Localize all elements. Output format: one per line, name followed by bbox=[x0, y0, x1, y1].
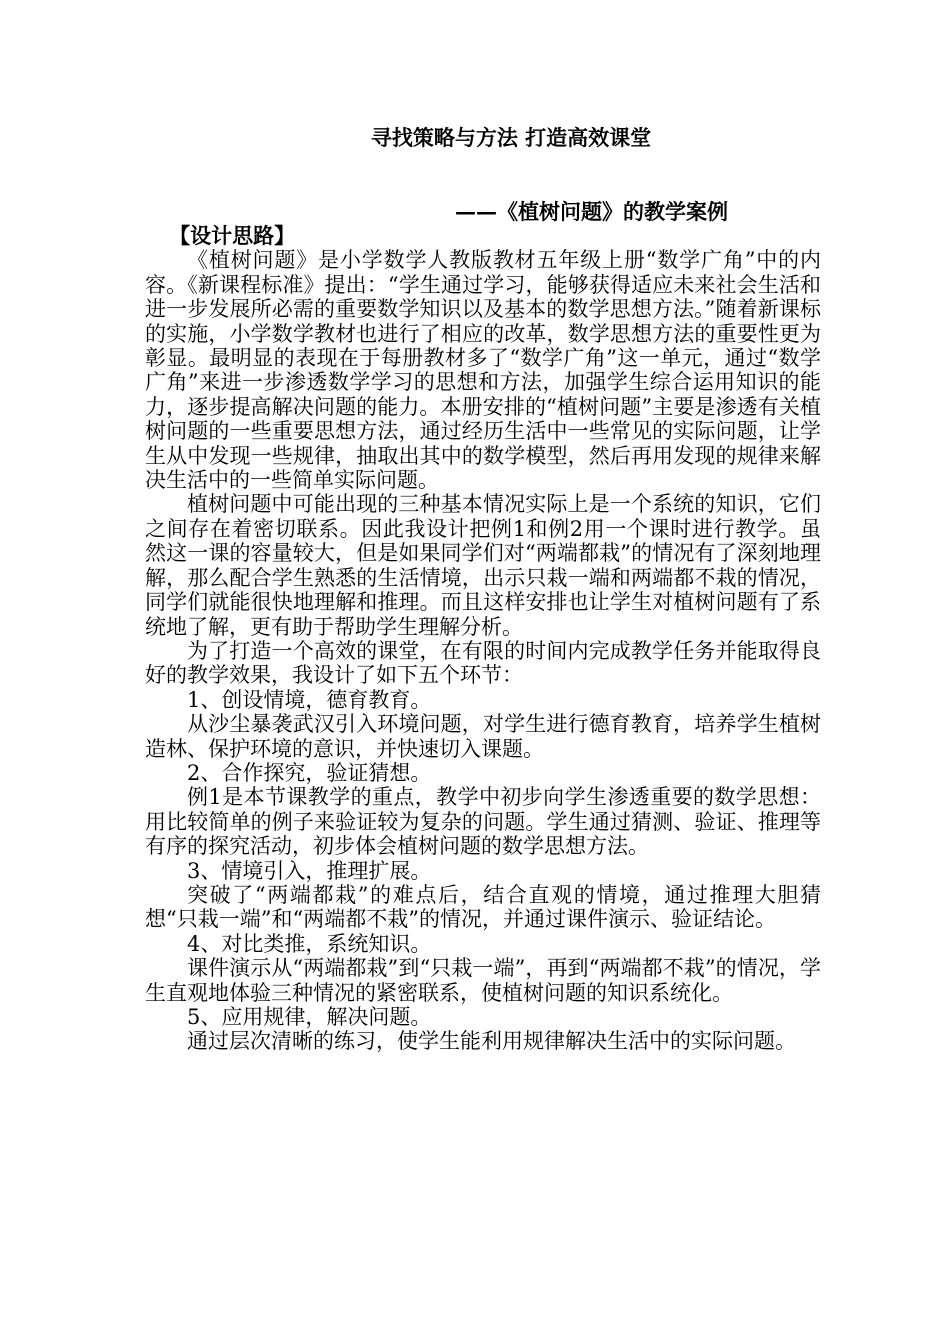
paragraph-goal: 为了打造一个高效的课堂，在有限的时间内完成教学任务并能取得良好的教学效果，我设计了如下五个环节： bbox=[145, 638, 821, 688]
step-5-heading: 5、应用规律，解决问题。 bbox=[187, 1005, 432, 1029]
paragraph-intro: 《植树问题》是小学数学人教版教材五年级上册“数学广角”中的内容。《新课程标准》提出：“学生通过学习，能够获得适应未来社会生活和进一步发展所必需的重要数学知识以及基本的数学思想方法。”随着新课标的实施，小学数学教材也进行了相应的改革，数学思想方法的重要性更为彰显。最明显的表现在于每册教材多了“数学广角”这一单元，通过“数学广角”来进一步渗透数学学习的思想和方法，加强学生综合运用知识的能力，逐步提高解决问题的能力。本册安排的“植树问题”主要是渗透有关植树问题的一些重要思想方法，通过经历生活中一些常见的实际问题，让学生从中发现一些规律，抽取出其中的数学模型，然后再用发现的规律来解决生活中的一些简单实际问题。 bbox=[145, 248, 821, 493]
step-2-heading: 2、合作探究，验证猜想。 bbox=[187, 760, 432, 785]
step-4-text: 课件演示从“两端都栽”到“只栽一端”，再到“两端都不栽”的情况，学生直观地体验三种情况的紧密联系，使植树问题的知识系统化。 bbox=[145, 956, 821, 1005]
step-5-text: 通过层次清晰的练习，使学生能利用规律解决生活中的实际问题。 bbox=[187, 1029, 796, 1054]
step-1-text: 从沙尘暴袭武汉引入环境问题，对学生进行德育教育，培养学生植树造林、保护环境的意识，并快速切入课题。 bbox=[145, 712, 821, 761]
step-4-heading: 4、对比类推，系统知识。 bbox=[187, 931, 432, 956]
paragraph-design: 植树问题中可能出现的三种基本情况实际上是一个系统的知识，它们之间存在着密切联系。因此我设计把例1和例2用一个课时进行教学。虽然这一课的容量较大，但是如果同学们对“两端都栽”的情况有了深刻地理解，那么配合学生熟悉的生活情境，出示只栽一端和两端都不栽的情况，同学们就能很快地理解和推理。而且这样安排也让学生对植树问题有了系统地了解，更有助于帮助学生理解分析。 bbox=[145, 492, 821, 639]
section-heading: 【设计思路】 bbox=[169, 223, 296, 248]
step-1-heading: 1、创设情境，德育教育。 bbox=[187, 687, 432, 712]
step-2-text: 例1是本节课教学的重点，教学中初步向学生渗透重要的数学思想：用比较简单的例子来验证较为复杂的问题。学生通过猜测、验证、推理等有序的探究活动，初步体会植树问题的数学思想方法。 bbox=[145, 785, 821, 859]
step-3-heading: 3、情境引入，推理扩展。 bbox=[187, 858, 432, 883]
document-title: 寻找策略与方法 打造高效课堂 bbox=[370, 125, 652, 150]
step-3-text: 突破了“两端都栽”的难点后，结合直观的情境，通过推理大胆猜想“只栽一端”和“两端都不栽”的情况，并通过课件演示、验证结论。 bbox=[145, 882, 821, 932]
document-body bbox=[145, 224, 821, 1054]
document-subtitle: ——《植树问题》的教学案例 bbox=[455, 199, 728, 224]
